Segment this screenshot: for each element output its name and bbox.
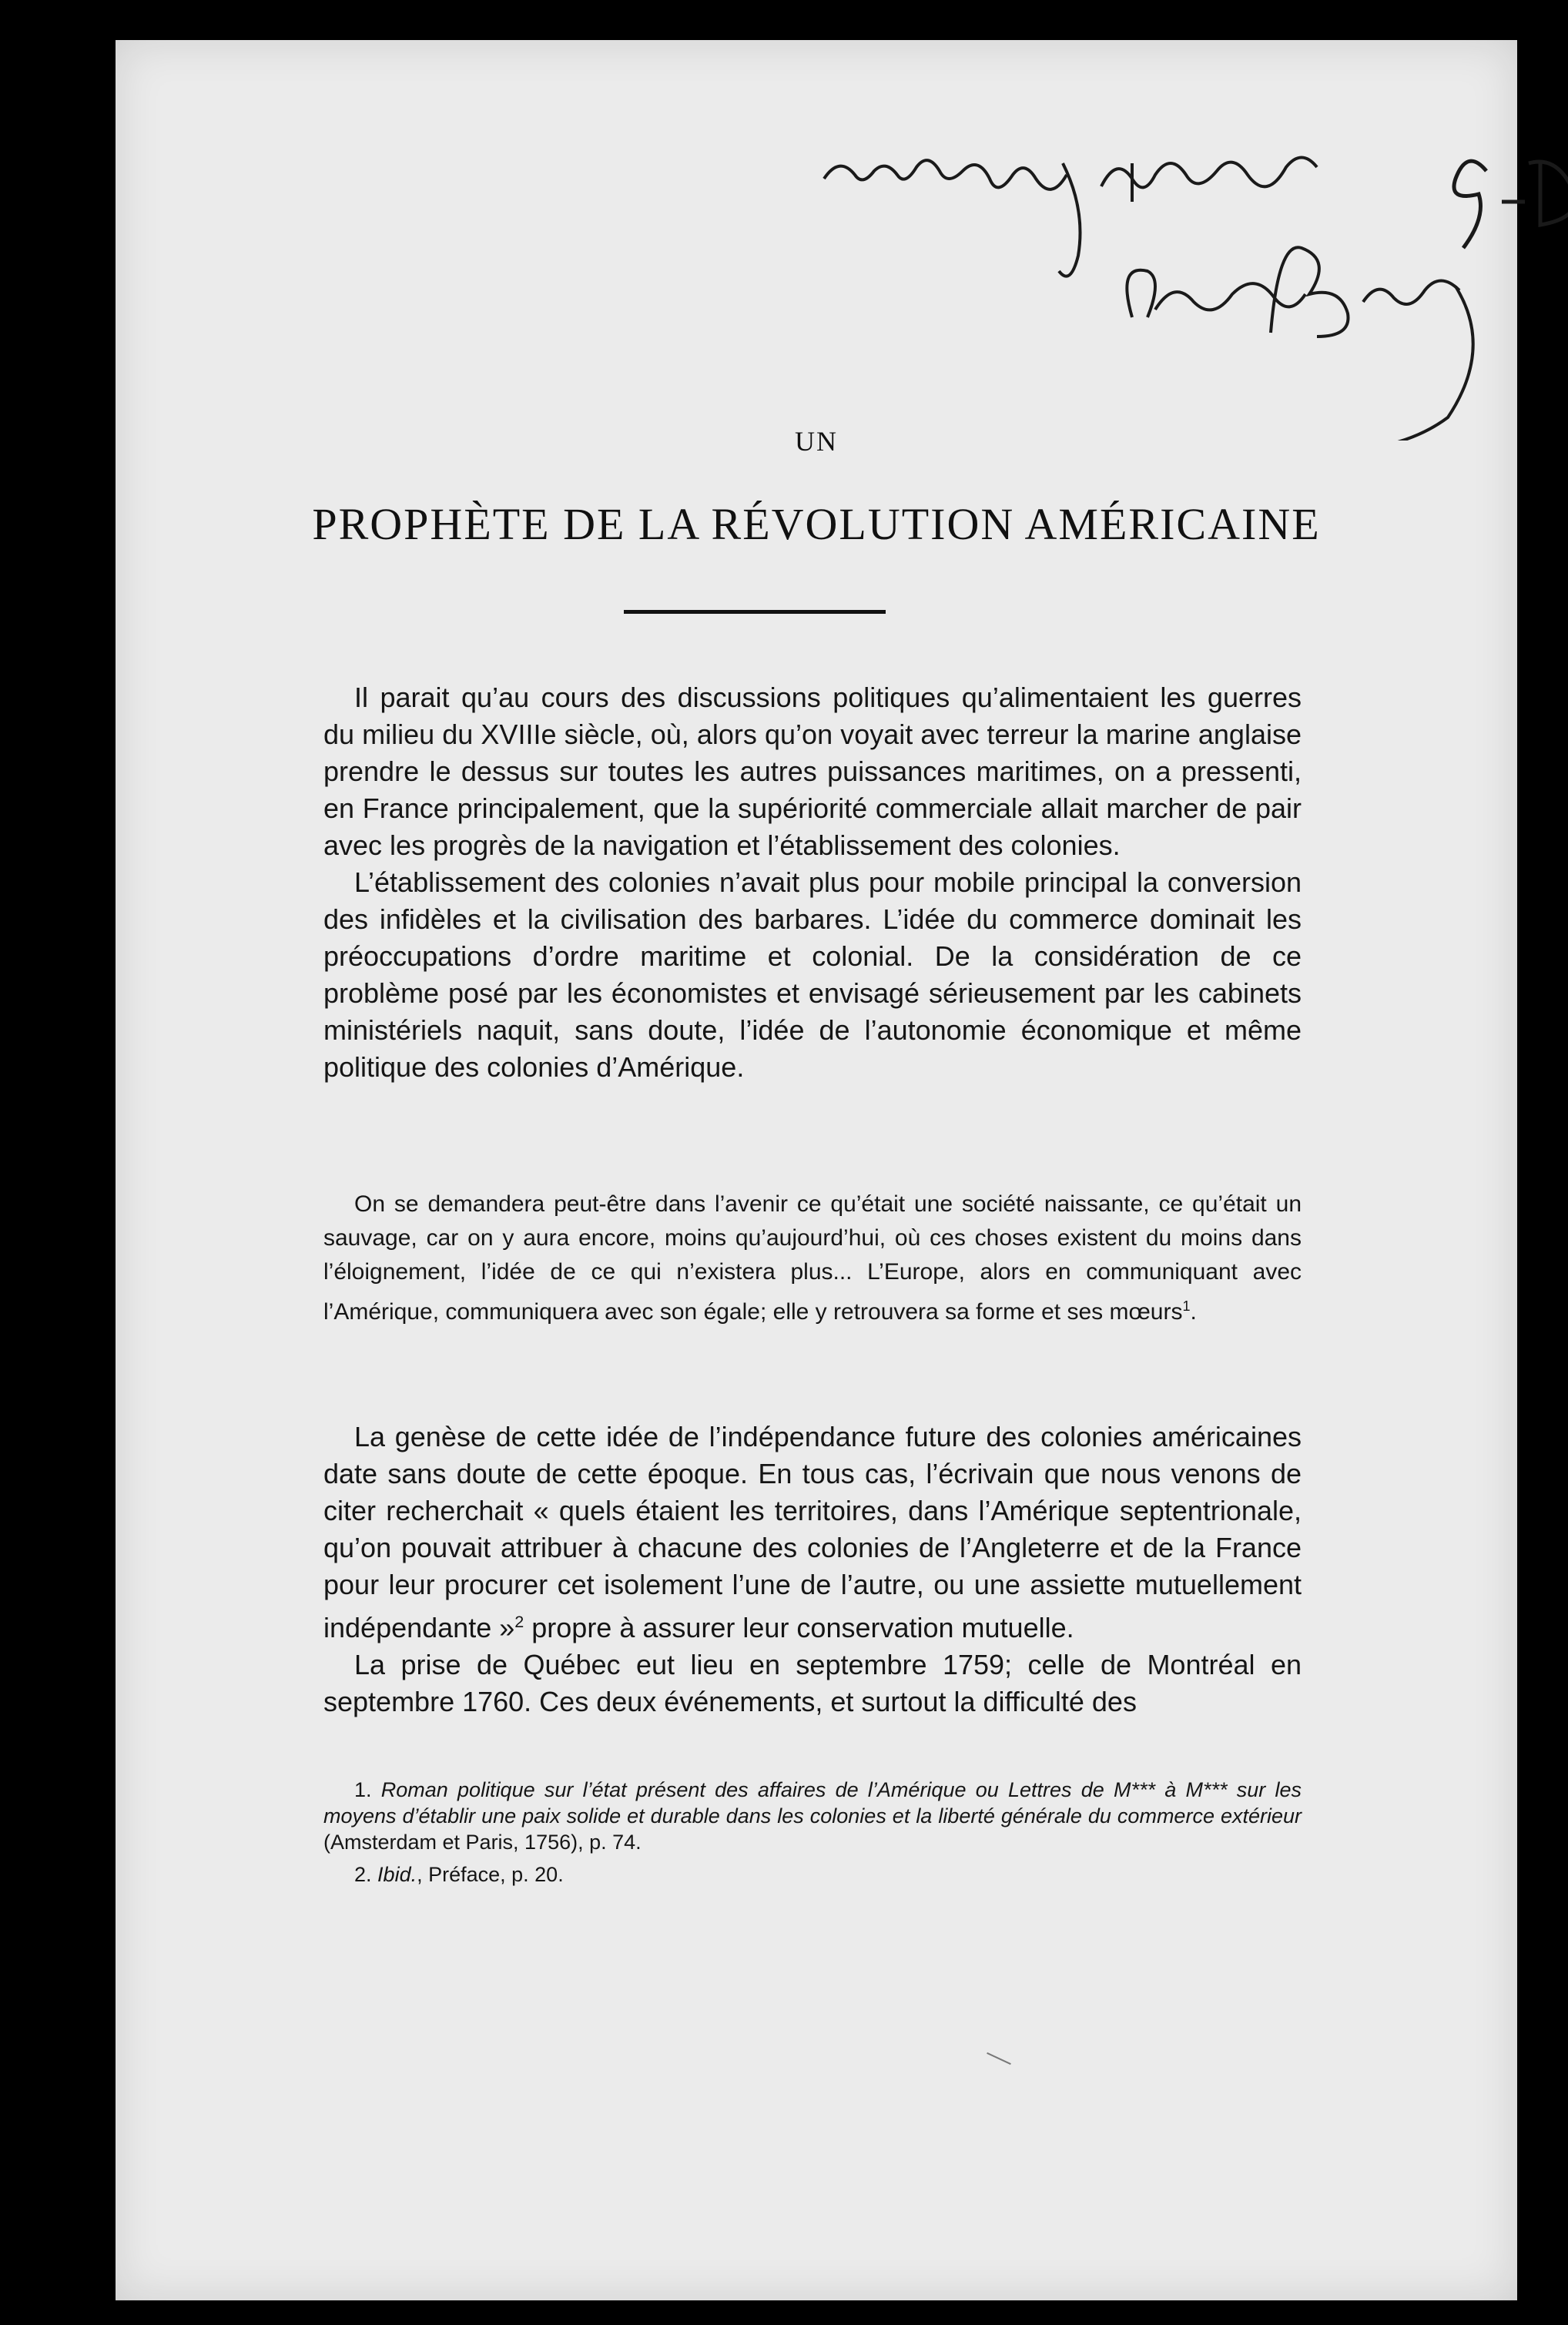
footnotes: [323, 1777, 1302, 1894]
footnote-1: [323, 1777, 1302, 1855]
footnote-ref-1: 1: [1182, 1298, 1191, 1314]
paragraph-4: La prise de Québec eut lieu en septembre 1759; celle de Montréal en septembre 1760. Ces deux événements, et surtout la difficulté des: [323, 1649, 1302, 1717]
title-prefix: UN: [795, 426, 838, 457]
document-page: [116, 40, 1517, 2300]
paragraph-1: Il parait qu’au cours des discussions politiques qu’alimentaient les guerres du milieu du XVIIIe siècle, où, alors qu’on voyait avec terreur la marine anglaise prendre le dessus sur toutes les autres puissances maritimes, on a pressenti, en France principalement, que la supériorité commerciale allait marcher de pair avec les progrès de la navigation et l’établissement des colonies.: [323, 682, 1302, 861]
body-paragraphs-bottom: [323, 1419, 1302, 1720]
footnote-2-title: Ibid.: [377, 1863, 417, 1886]
quote-paragraph: On se demandera peut-être dans l’avenir ce qu’était une société naissante, ce qu’était un sauvage, car on y aura encore, moins qu’aujourd’hui, où ces choses existent du moins dans l’éloignement, l’idée de ce qui n’existera plus... L’Europe, alors en communiquant avec l’Amérique, communiquera avec son égale; elle y retrouvera sa forme et ses mœurs$^1$.: [323, 1191, 1302, 1325]
footnote-1-citation: (Amsterdam et Paris, 1756), p. 74.: [323, 1831, 642, 1854]
paragraph-3-text: La genèse de cette idée de l’indépendance future des colonies américaines date sans doute de cette époque. En tous cas, l’écrivain que nous venons de citer recherchait « quels étaient les territoires, dans l’Amérique septentrionale, qu’on pouvait attribuer à chacune des colonies de l’Angleterre et de la France pour leur procurer cet isolement l’une de l’autre, ou une assiette mutuellement indépendante »: [323, 1421, 1302, 1643]
title-divider: [624, 610, 886, 614]
block-quote: [323, 1188, 1302, 1329]
body-paragraphs-top: [323, 679, 1302, 1086]
paragraph-2: L’établissement des colonies n’avait plus pour mobile principal la conversion des infidèles et la civilisation des barbares. L’idée du commerce dominait les préoccupations d’ordre maritime et colonial. De la considération de ce problème posé par les économistes et envisagé sérieusement par les cabinets ministériels naquit, sans doute, l’idée de l’autonomie économique et même politique des colonies d’Amérique.: [323, 866, 1302, 1083]
footnote-ref-2: 2: [514, 1612, 524, 1631]
footnote-1-number: 1.: [354, 1778, 372, 1801]
footnote-2-number: 2.: [354, 1863, 372, 1886]
paragraph-3: [323, 1419, 1302, 1647]
footnote-2: [323, 1861, 1302, 1888]
footnote-2-citation: , Préface, p. 20.: [417, 1863, 564, 1886]
handwritten-inscription: [809, 132, 1568, 441]
page-title: PROPHÈTE DE LA RÉVOLUTION AMÉRICAINE: [312, 499, 1321, 549]
paragraph-3-end: propre à assurer leur conservation mutuelle.: [524, 1612, 1074, 1643]
stray-mark: [987, 2052, 1011, 2065]
quote-text: On se demandera peut-être dans l’avenir ce qu’était une société naissante, ce qu’était un sauvage, car on y aura encore, moins qu’aujourd’hui, où ces choses existent du moins dans l’éloignement, l’idée de ce qui n’existera plus... L’Europe, alors en communiquant avec l’Amérique, communiquera avec son égale; elle y retrouvera sa forme et ses mœurs: [323, 1191, 1302, 1325]
handwriting-signature-drawing: [809, 132, 1568, 441]
footnote-1-title: Roman politique sur l’état présent des affaires de l’Amérique ou Lettres de M*** à M*** sur les moyens d’établir une paix solide et durable dans les colonies et la liberté générale du commerce extérieur: [323, 1778, 1302, 1828]
